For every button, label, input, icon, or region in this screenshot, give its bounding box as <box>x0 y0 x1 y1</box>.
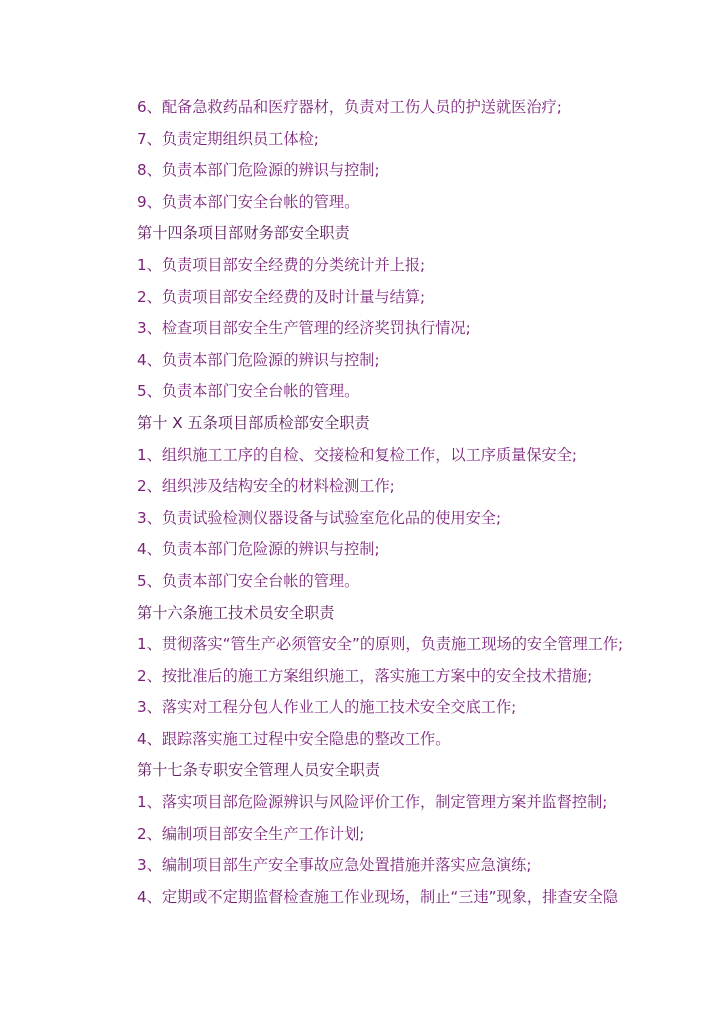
list-item: 4、跟踪落实施工过程中安全隐患的整改工作。 <box>137 729 451 748</box>
list-item: 9、负责本部门安全台帐的管理。 <box>137 192 360 211</box>
list-item: 5、负责本部门安全台帐的管理。 <box>137 382 360 401</box>
list-item: 1、贯彻落实“管生产必须管安全”的原则，负责施工现场的安全管理工作; <box>137 635 624 654</box>
list-item: 3、检查项目部安全生产管理的经济奖罚执行情况; <box>137 319 471 338</box>
section-heading: 第十 X 五条项目部质检部安全职责 <box>137 413 370 432</box>
list-item: 7、负责定期组织员工体检; <box>137 129 319 148</box>
list-item: 2、编制项目部安全生产工作计划; <box>137 824 365 843</box>
list-item: 3、编制项目部生产安全事故应急处置措施并落实应急演练; <box>137 856 532 875</box>
section-heading: 第十四条项目部财务部安全职责 <box>137 224 350 243</box>
list-item: 2、按批准后的施工方案组织施工，落实施工方案中的安全技术措施; <box>137 666 593 685</box>
list-item: 4、负责本部门危险源的辨识与控制; <box>137 540 380 559</box>
list-item: 4、定期或不定期监督检查施工作业现场，制止“三违”现象，排查安全隐 <box>137 887 619 906</box>
section-heading: 第十七条专职安全管理人员安全职责 <box>137 761 380 780</box>
section-heading: 第十六条施工技术员安全职责 <box>137 603 335 622</box>
list-item: 6、配备急救药品和医疗器材，负责对工伤人员的护送就医治疗; <box>137 98 562 116</box>
list-item: 3、落实对工程分包人作业工人的施工技术安全交底工作; <box>137 698 517 717</box>
list-item: 5、负责本部门安全台帐的管理。 <box>137 571 360 590</box>
list-item: 1、落实项目部危险源辨识与风险评价工作，制定管理方案并监督控制; <box>137 793 608 812</box>
list-item: 1、负责项目部安全经费的分类统计并上报; <box>137 255 426 274</box>
list-item: 4、负责本部门危险源的辨识与控制; <box>137 350 380 369</box>
list-item: 2、负责项目部安全经费的及时计量与结算; <box>137 287 426 306</box>
list-item: 3、负责试验检测仪器设备与试验室危化品的使用安全; <box>137 508 502 527</box>
list-item: 1、组织施工工序的自检、交接检和复检工作，以工序质量保安全; <box>137 445 578 464</box>
document-body <box>137 96 697 917</box>
list-item: 8、负责本部门危险源的辨识与控制; <box>137 161 380 180</box>
list-item: 2、组织涉及结构安全的材料检测工作; <box>137 477 395 496</box>
